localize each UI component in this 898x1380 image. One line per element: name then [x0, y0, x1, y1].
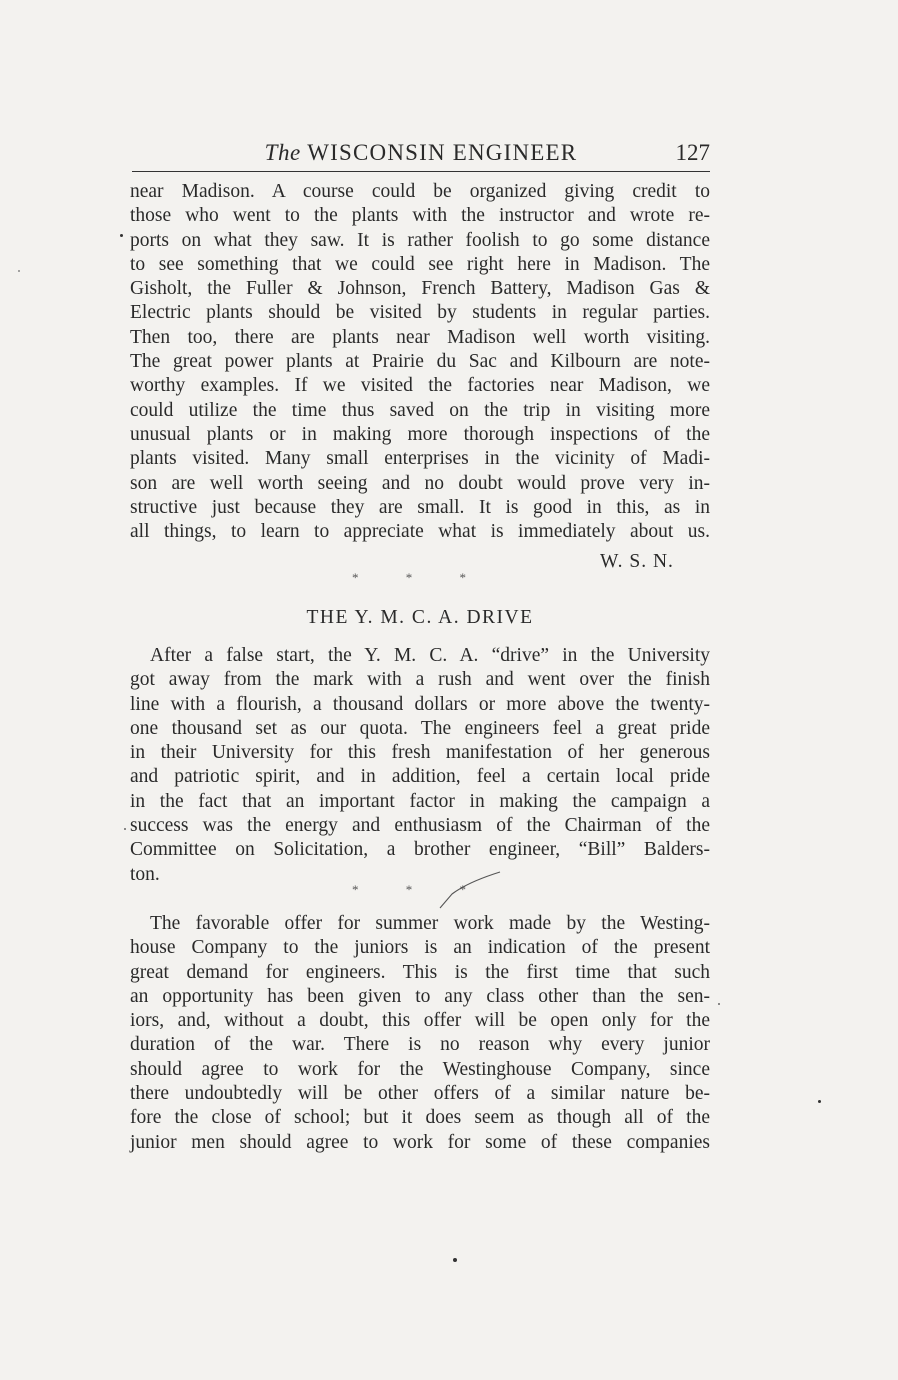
text-line: iors, and, without a doubt, this offer will be open only for the: [130, 1010, 710, 1032]
text-line: fore the close of school; but it does seem as though all of the: [130, 1107, 710, 1129]
text-line: all things, to learn to appreciate what is immediately about us.: [130, 521, 710, 543]
text-line: The favorable offer for summer work made by the Westing-: [150, 913, 710, 934]
ink-speck: [453, 1258, 457, 1262]
author-initials: W. S. N.: [600, 551, 674, 572]
running-head: [132, 138, 710, 168]
text-line: there undoubtedly will be other offers of a similar nature be-: [130, 1083, 710, 1105]
text-line: great demand for engineers. This is the first time that such: [130, 961, 710, 983]
ink-speck: [124, 828, 126, 830]
text-line: Gisholt, the Fuller & Johnson, French Battery, Madison Gas &: [130, 278, 710, 300]
text-line: could utilize the time thus saved on the trip in visiting more: [130, 399, 710, 421]
text-line: ports on what they saw. It is rather foolish to go some distance: [130, 229, 710, 251]
text-line: Electric plants should be visited by students in regular parties.: [130, 302, 710, 324]
text-line: line with a flourish, a thousand dollars or more above the twenty-: [130, 693, 710, 715]
section-heading: THE Y. M. C. A. DRIVE: [306, 607, 534, 628]
text-line: and patriotic spirit, and in addition, feel a certain local pride: [130, 766, 710, 788]
section-separator: * * *: [352, 570, 488, 585]
journal-title: [132, 138, 710, 168]
text-line: After a false start, the Y. M. C. A. “drive” in the University: [150, 645, 710, 666]
header-rule: [132, 171, 710, 172]
text-line: to see something that we could see right here in Madison. The: [130, 253, 710, 275]
paragraph-westinghouse-offer: [130, 912, 710, 1155]
text-line: son are well worth seeing and no doubt would prove very in-: [130, 472, 710, 494]
text-line: in their University for this fresh manifestation of her generous: [130, 742, 710, 764]
text-line: structive just because they are small. It is good in this, as in: [130, 496, 710, 518]
text-line: should agree to work for the Westinghouse Company, since: [130, 1058, 710, 1080]
paragraph-ymca-drive: [130, 644, 710, 887]
ink-speck: [718, 1003, 720, 1005]
text-line: duration of the war. There is no reason why every junior: [130, 1034, 710, 1056]
text-line: unusual plants or in making more thorough inspections of the: [130, 423, 710, 445]
paragraph-field-trips: [130, 180, 710, 544]
text-line: ton.: [130, 863, 160, 885]
page-number: 127: [675, 140, 710, 165]
text-line: plants visited. Many small enterprises in the vicinity of Madi-: [130, 448, 710, 470]
text-line: Committee on Solicitation, a brother engineer, “Bill” Balders-: [130, 839, 710, 861]
text-line: an opportunity has been given to any class other than the sen-: [130, 985, 710, 1007]
pen-stroke-mark: [438, 868, 502, 912]
journal-title-the: The: [264, 140, 301, 165]
text-line: worthy examples. If we visited the factories near Madison, we: [130, 375, 710, 397]
text-line: The great power plants at Prairie du Sac and Kilbourn are note-: [130, 351, 710, 373]
journal-title-name: WISCONSIN ENGINEER: [307, 140, 578, 165]
text-line: in the fact that an important factor in making the campaign a: [130, 790, 710, 812]
text-line: near Madison. A course could be organized giving credit to: [130, 181, 710, 202]
text-line: one thousand set as our quota. The engineers feel a great pride: [130, 717, 710, 739]
text-line: success was the energy and enthusiasm of the Chairman of the: [130, 815, 710, 837]
text-line: got away from the mark with a rush and went over the finish: [130, 669, 710, 691]
text-line: those who went to the plants with the instructor and wrote re-: [130, 205, 710, 227]
ink-speck: [18, 270, 20, 272]
text-line: house Company to the juniors is an indication of the present: [130, 937, 710, 959]
section-separator: * * *: [352, 882, 488, 897]
text-line: Then too, there are plants near Madison well worth visiting.: [130, 326, 710, 348]
ink-speck: [120, 234, 123, 237]
ink-speck: [818, 1100, 821, 1103]
text-line: junior men should agree to work for some of these companies: [130, 1131, 710, 1153]
